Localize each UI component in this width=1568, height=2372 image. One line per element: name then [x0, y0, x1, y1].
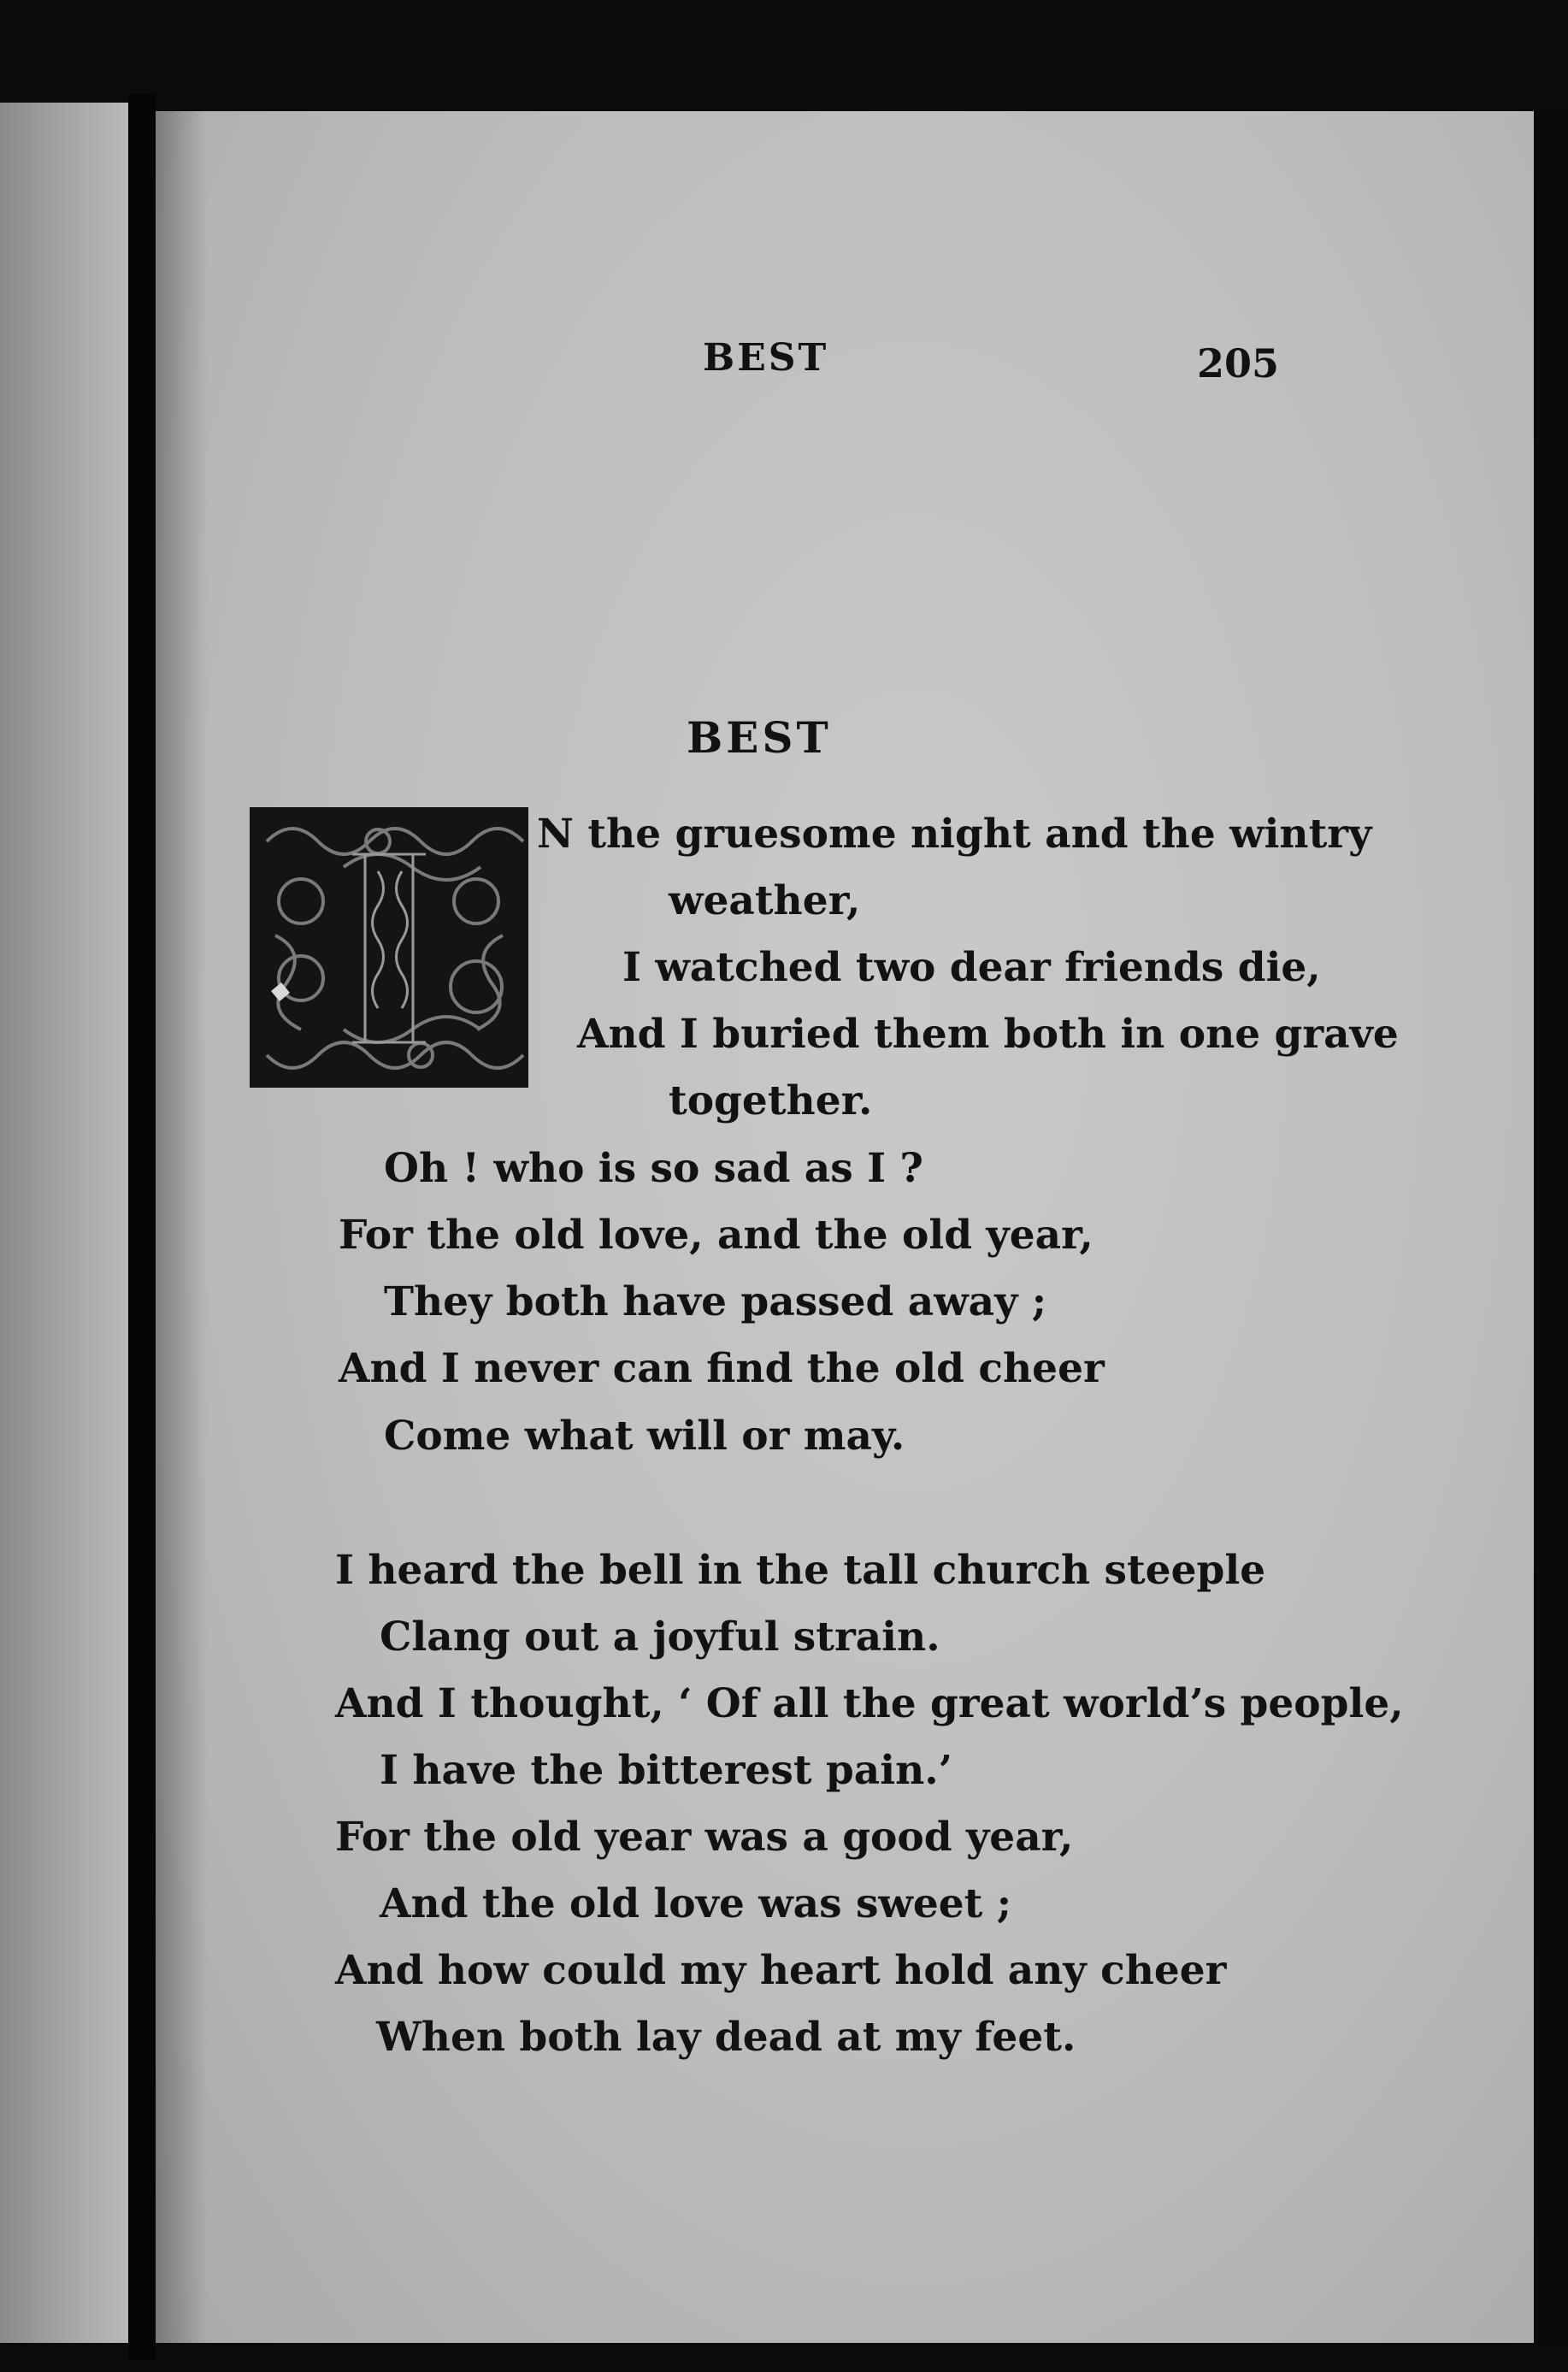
poem-line-1: N the gruesome night and the wintry: [537, 811, 1372, 858]
poem-line-15: For the old year was a good year,: [335, 1814, 1074, 1861]
poem-line-14: I have the bitterest pain.’: [380, 1747, 953, 1794]
running-head: BEST: [703, 336, 829, 380]
poem-line-13: And I thought, ‘ Of all the great world’s people,: [335, 1680, 1404, 1727]
poem-line-18: When both lay dead at my feet.: [376, 2014, 1076, 2061]
poem-line-8: They both have passed away ;: [384, 1278, 1047, 1325]
poem-line-17: And how could my heart hold any cheer: [335, 1947, 1227, 1994]
book-gutter: [128, 94, 156, 2360]
poem-line-5: together.: [669, 1077, 873, 1124]
scan-border: [1534, 111, 1568, 2343]
poem-line-3: I watched two dear friends die,: [622, 944, 1321, 991]
page-number: 205: [1197, 340, 1280, 386]
poem-line-11: I heard the bell in the tall church steeple: [335, 1547, 1266, 1594]
poem-line-4: And I buried them both in one grave: [577, 1011, 1399, 1058]
ornamental-drop-cap-icon: [250, 807, 528, 1088]
poem-line-9: And I never can find the old cheer: [339, 1345, 1105, 1392]
poem-line-16: And the old love was sweet ;: [380, 1880, 1012, 1927]
poem-line-2: weather,: [669, 877, 861, 924]
poem-line-12: Clang out a joyful strain.: [380, 1614, 940, 1661]
poem-line-6: Oh ! who is so sad as I ?: [384, 1145, 923, 1192]
facing-page-edge: [0, 103, 128, 2343]
poem-line-10: Come what will or may.: [384, 1413, 905, 1460]
poem-title: BEST: [687, 712, 832, 763]
poem-line-7: For the old love, and the old year,: [339, 1212, 1093, 1259]
